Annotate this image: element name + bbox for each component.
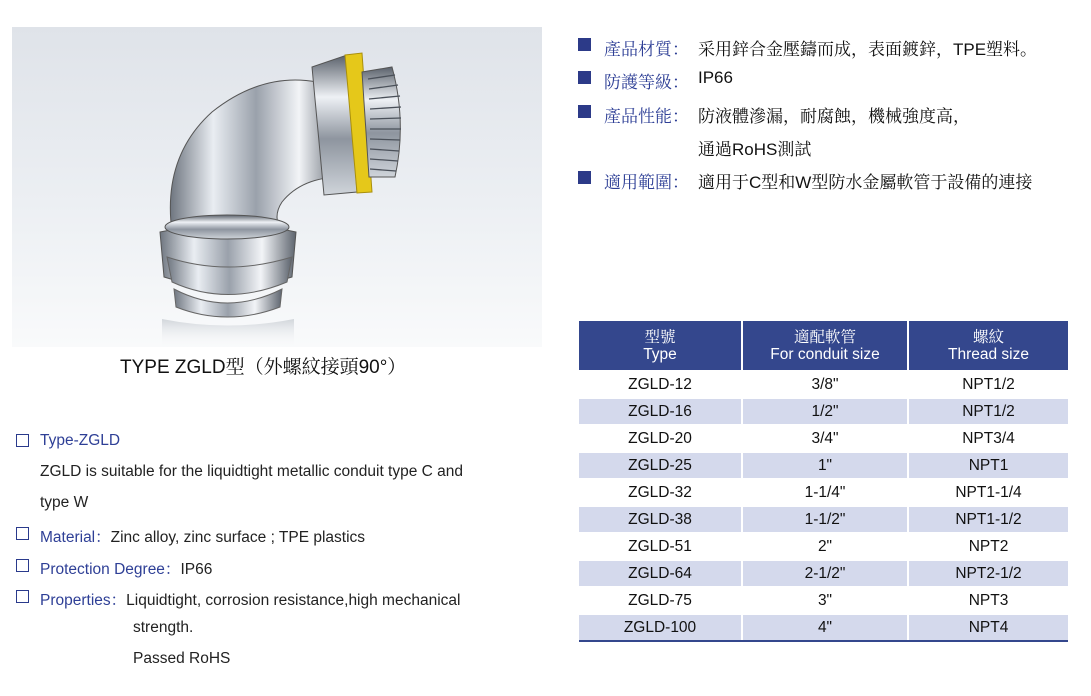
elbow-fitting-image [12, 27, 542, 347]
table-row [579, 506, 1068, 533]
cell-thread-size: NPT3 [908, 587, 1068, 614]
material-label: Material： [40, 529, 111, 546]
cell-type: ZGLD-64 [579, 560, 742, 587]
cell-thread-size: NPT1-1/2 [908, 506, 1068, 533]
cell-type: ZGLD-25 [579, 452, 742, 479]
table-row [579, 371, 1068, 398]
cell-conduit-size: 3/8" [742, 371, 908, 398]
cell-conduit-size: 3/4" [742, 425, 908, 452]
zh-scope-label: 適用範圍： [604, 173, 689, 192]
bullet-square-icon [578, 38, 591, 51]
zh-performance-value: 防液體滲漏，耐腐蝕，機械強度高， [698, 107, 970, 126]
cell-type: ZGLD-12 [579, 371, 742, 398]
product-caption: TYPE ZGLD型（外螺紋接頭90°） [120, 357, 407, 378]
type-label: Type-ZGLD [40, 432, 121, 449]
properties-value-line-3: Passed RoHS [133, 650, 231, 667]
cell-conduit-size: 2-1/2" [742, 560, 908, 587]
zh-scope-value: 適用于C型和W型防水金屬軟管于設備的連接 [698, 173, 1033, 192]
cell-conduit-size: 1/2" [742, 398, 908, 425]
product-photo [12, 27, 542, 347]
cell-thread-size: NPT4 [908, 614, 1068, 641]
properties-value-line-2: strength. [133, 619, 194, 636]
cell-conduit-size: 3" [742, 587, 908, 614]
table-row [579, 452, 1068, 479]
description-line-1: ZGLD is suitable for the liquidtight metallic conduit type C and [40, 463, 464, 480]
table-row [579, 479, 1068, 506]
cell-type: ZGLD-38 [579, 506, 742, 533]
cell-type: ZGLD-100 [579, 614, 742, 641]
checkbox-icon [16, 590, 29, 603]
cell-conduit-size: 1" [742, 452, 908, 479]
header-thread-size: 螺紋 Thread size [908, 321, 1068, 371]
cell-type: ZGLD-75 [579, 587, 742, 614]
table-row [579, 560, 1068, 587]
header-conduit-size: 適配軟管 For conduit size [742, 321, 908, 371]
cell-thread-size: NPT1-1/4 [908, 479, 1068, 506]
zh-protection-value: IP66 [698, 68, 733, 87]
zh-performance-label: 產品性能： [604, 107, 689, 126]
bullet-square-icon [578, 171, 591, 184]
properties-label: Properties： [40, 592, 127, 609]
description-line-2: type W [40, 494, 89, 511]
cell-type: ZGLD-20 [579, 425, 742, 452]
table-row [579, 533, 1068, 560]
cell-conduit-size: 2" [742, 533, 908, 560]
table-row [579, 614, 1068, 641]
zh-protection-label: 防護等級： [604, 73, 689, 92]
cell-type: ZGLD-32 [579, 479, 742, 506]
bullet-square-icon [578, 71, 591, 84]
cell-conduit-size: 1-1/4" [742, 479, 908, 506]
zh-material-label: 產品材質： [604, 40, 689, 59]
spec-table [579, 321, 1068, 642]
header-type: 型號 Type [579, 321, 742, 371]
cell-thread-size: NPT2-1/2 [908, 560, 1068, 587]
table-header-row [579, 321, 1068, 371]
cell-type: ZGLD-51 [579, 533, 742, 560]
checkbox-icon [16, 559, 29, 572]
cell-thread-size: NPT1/2 [908, 398, 1068, 425]
table-row [579, 398, 1068, 425]
cell-thread-size: NPT2 [908, 533, 1068, 560]
cell-conduit-size: 1-1/2" [742, 506, 908, 533]
bullet-square-icon [578, 105, 591, 118]
cell-conduit-size: 4" [742, 614, 908, 641]
zh-performance-value-2: 通過RoHS測試 [698, 140, 812, 159]
cell-thread-size: NPT1/2 [908, 371, 1068, 398]
cell-thread-size: NPT1 [908, 452, 1068, 479]
table-row [579, 587, 1068, 614]
protection-value: IP66 [180, 561, 213, 578]
checkbox-icon [16, 527, 29, 540]
cell-thread-size: NPT3/4 [908, 425, 1068, 452]
table-row [579, 425, 1068, 452]
material-value: Zinc alloy, zinc surface ; TPE plastics [110, 529, 366, 546]
zh-material-value: 采用鋅合金壓鑄而成，表面鍍鋅，TPE塑料。 [698, 40, 1038, 59]
checkbox-icon [16, 434, 29, 447]
protection-label: Protection Degree： [40, 561, 181, 578]
properties-value-line-1: Liquidtight, corrosion resistance,high mechanical [126, 592, 461, 609]
cell-type: ZGLD-16 [579, 398, 742, 425]
